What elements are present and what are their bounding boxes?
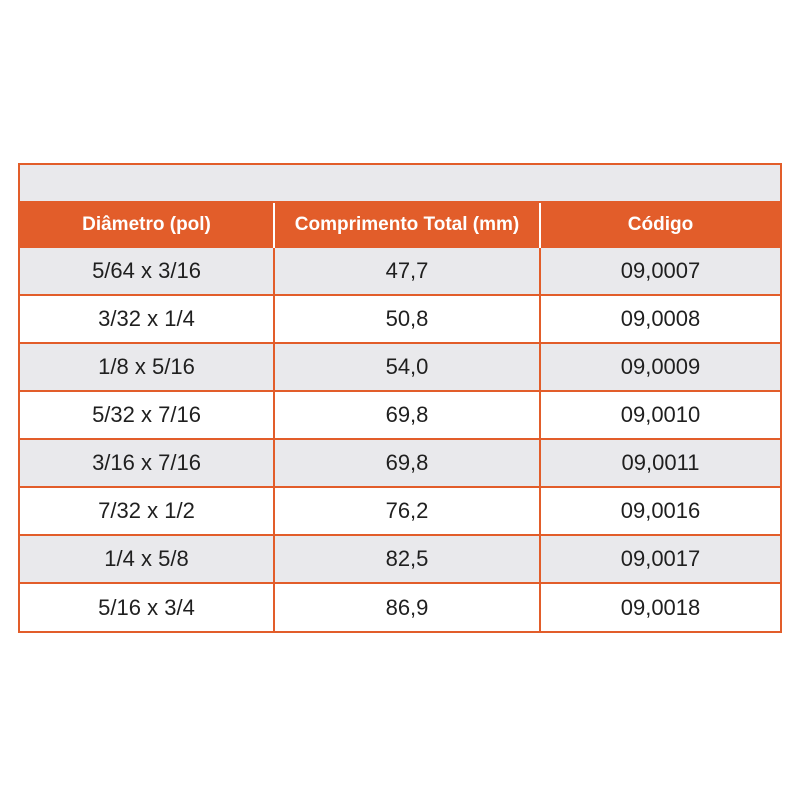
cell-comprimento: 50,8	[274, 295, 540, 343]
cell-comprimento: 76,2	[274, 487, 540, 535]
cell-diametro: 1/4 x 5/8	[20, 535, 274, 583]
header-diametro: Diâmetro (pol)	[20, 203, 274, 247]
cell-diametro: 3/32 x 1/4	[20, 295, 274, 343]
cell-diametro: 1/8 x 5/16	[20, 343, 274, 391]
cell-comprimento: 86,9	[274, 583, 540, 631]
cell-diametro: 5/64 x 3/16	[20, 247, 274, 295]
header-comprimento: Comprimento Total (mm)	[274, 203, 540, 247]
cell-codigo: 09,0008	[540, 295, 780, 343]
table-row	[20, 391, 780, 439]
table-row	[20, 295, 780, 343]
table-row	[20, 487, 780, 535]
cell-comprimento: 69,8	[274, 391, 540, 439]
cell-codigo: 09,0011	[540, 439, 780, 487]
table-row	[20, 535, 780, 583]
cell-diametro: 3/16 x 7/16	[20, 439, 274, 487]
cell-codigo: 09,0010	[540, 391, 780, 439]
table-top-band	[20, 165, 780, 203]
cell-diametro: 7/32 x 1/2	[20, 487, 274, 535]
table-row	[20, 439, 780, 487]
table-row	[20, 583, 780, 631]
cell-codigo: 09,0009	[540, 343, 780, 391]
cell-diametro: 5/32 x 7/16	[20, 391, 274, 439]
header-codigo: Código	[627, 213, 694, 235]
header-row	[20, 203, 780, 247]
cell-codigo: 09,0018	[540, 583, 780, 631]
table-header	[20, 203, 780, 247]
cell-comprimento: 47,7	[274, 247, 540, 295]
cell-comprimento: 82,5	[274, 535, 540, 583]
table-row	[20, 343, 780, 391]
cell-diametro: 5/16 x 3/4	[20, 583, 274, 631]
cell-codigo: 09,0007	[540, 247, 780, 295]
cell-comprimento: 69,8	[274, 439, 540, 487]
table-body	[20, 247, 780, 631]
product-table	[20, 203, 780, 631]
cell-codigo: 09,0016	[540, 487, 780, 535]
product-table-frame	[18, 163, 782, 633]
table-row	[20, 247, 780, 295]
cell-codigo: 09,0017	[540, 535, 780, 583]
cell-comprimento: 54,0	[274, 343, 540, 391]
